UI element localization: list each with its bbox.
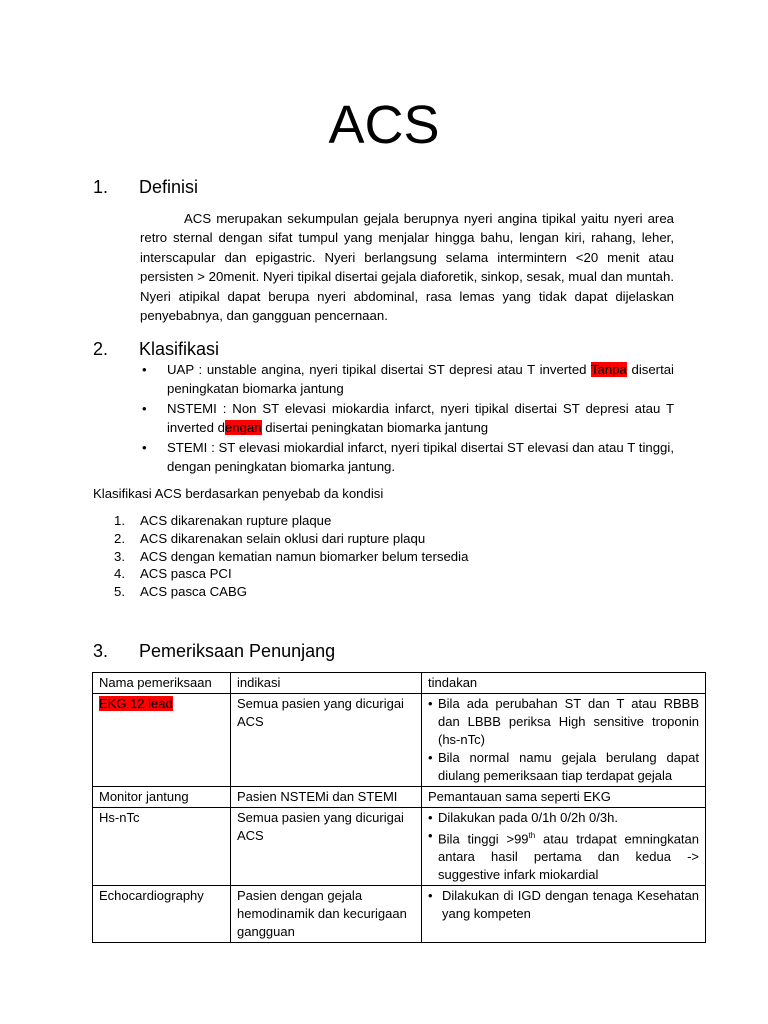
column-header: indikasi [231,673,422,694]
bullet-icon: • [142,362,147,377]
table-row [93,787,706,808]
item-text: ACS dengan kematian namun biomarker belum tersedia [140,548,469,564]
definition-text: ACS merupakan sekumpulan gejala berupnya nyeri angina tipikal yaitu nyeri area retro sternal dengan sifat tumpul yang menjalar hingga bahu, lengan kiri, rahang, leher, interscapular dan epigastric. Nyeri berlangsung selama intermintern <20 menit atau persisten > 20menit. Nyeri tipikal disertai gejala diaforetik, sinkop, sesak, mual dan muntah. Nyeri atipikal dapat berupa nyeri abdominal, rasa lemas yang tidak dapat dijelaskan penyebabnya, dan gangguan pencernaan. [140,211,674,324]
highlighted-text: EKG 12 lead [99,696,173,711]
list-item [428,827,699,884]
item-text: STEMI : ST elevasi miokardial infarct, nyeri tipikal disertai ST elevasi dan atau T tinggi, dengan peningkatan biomarka jantung. [167,439,674,475]
cause-list [114,512,468,601]
bullet-icon: • [428,810,433,825]
item-number: 5. [114,584,125,600]
indication-cell: Pasien dengan gejala hemodinamik dan kecurigaan gangguan [231,886,422,943]
page-title: ACS [328,95,440,155]
section-number: 3. [93,641,109,661]
list-item [114,512,468,530]
list-item [140,360,674,399]
bullet-icon: • [428,750,433,765]
section-title: Klasifikasi [139,339,220,359]
item-text: UAP : unstable angina, nyeri tipikal disertai ST depresi atau T inverted [167,362,591,377]
section-number: 1. [93,177,109,197]
bullet-icon: • [142,439,147,455]
classification-subheading: Klasifikasi ACS berdasarkan penyebab da kondisi [93,486,384,501]
column-header: tindakan [422,673,706,694]
definition-paragraph [140,209,674,325]
classification-list [140,360,674,476]
bullet-icon: • [142,400,147,416]
item-text: NSTEMI : Non ST elevasi miokardia infarct, nyeri tipikal disertai ST depresi atau T inverted d [167,400,674,436]
item-text: ACS dikarenakan rupture plaque [140,513,332,528]
list-item [114,565,468,583]
exam-name-cell: Monitor jantung [93,787,231,808]
item-text: disertai peningkatan biomarka jantung [167,362,674,397]
item-number: 4. [114,566,125,582]
item-text: ACS pasca CABG [140,584,248,600]
table-row [93,694,706,787]
list-item [114,530,468,548]
exam-name-cell: Hs-nTc [93,808,231,886]
list-item [114,583,468,601]
exam-name-cell [93,694,231,787]
superscript: th [528,831,536,840]
exam-name-cell: Echocardiography [93,886,231,943]
item-number: 2. [114,530,125,546]
action-list [428,887,699,923]
list-item [140,399,674,438]
indication-cell: Semua pasien yang dicurigai ACS [231,694,422,787]
item-text: atau trdapat emningkatan antara hasil pertama dan kedua -> suggestive infark miokardial [438,831,699,883]
highlighted-text: engan [224,420,262,436]
section-title: Definisi [139,177,199,197]
list-item [140,438,674,477]
action-cell [422,886,706,943]
bullet-icon: • [428,696,433,711]
list-item [428,749,699,785]
section-klasifikasi-heading [93,338,219,360]
section-number: 2. [93,339,109,359]
highlighted-text: Tanpa [590,362,627,377]
item-number: 1. [114,513,125,528]
list-item [428,695,699,749]
item-number: 3. [114,548,125,564]
item-text: Bila normal namu gejala berulang dapat diulang pemeriksaan tiap terdapat gejala [438,750,699,783]
bullet-icon: • [428,828,433,843]
list-item [114,548,468,566]
examination-table [92,672,706,943]
list-item [428,809,699,827]
item-text: ACS dikarenakan selain oklusi dari rupture plaqu [140,530,426,546]
action-cell: Pemantauan sama seperti EKG [422,787,706,808]
item-text: Dilakukan pada 0/1h 0/2h 0/3h. [438,810,618,825]
item-text: Bila tinggi >99 [438,831,529,847]
section-title: Pemeriksaan Penunjang [139,641,336,661]
section-pemeriksaan-heading [93,640,335,662]
item-text: Bila ada perubahan ST dan T atau RBBB dan LBBB periksa High sensitive troponin (hs-nTc) [438,696,699,747]
table-row [93,808,706,886]
action-cell [422,808,706,886]
action-list [428,809,699,884]
action-list [428,695,699,785]
item-text: ACS pasca PCI [140,566,232,582]
item-text: Dilakukan di IGD dengan tenaga Kesehatan yang kompeten [442,888,699,922]
table-header-row [93,673,706,694]
bullet-icon: • [428,888,433,904]
list-item [428,887,699,923]
action-cell [422,694,706,787]
item-text: disertai peningkatan biomarka jantung [261,420,489,436]
table-row [93,886,706,943]
indication-cell: Pasien NSTEMi dan STEMI [231,787,422,808]
column-header: Nama pemeriksaan [93,673,231,694]
section-definisi-heading [93,176,198,198]
indication-cell: Semua pasien yang dicurigai ACS [231,808,422,886]
